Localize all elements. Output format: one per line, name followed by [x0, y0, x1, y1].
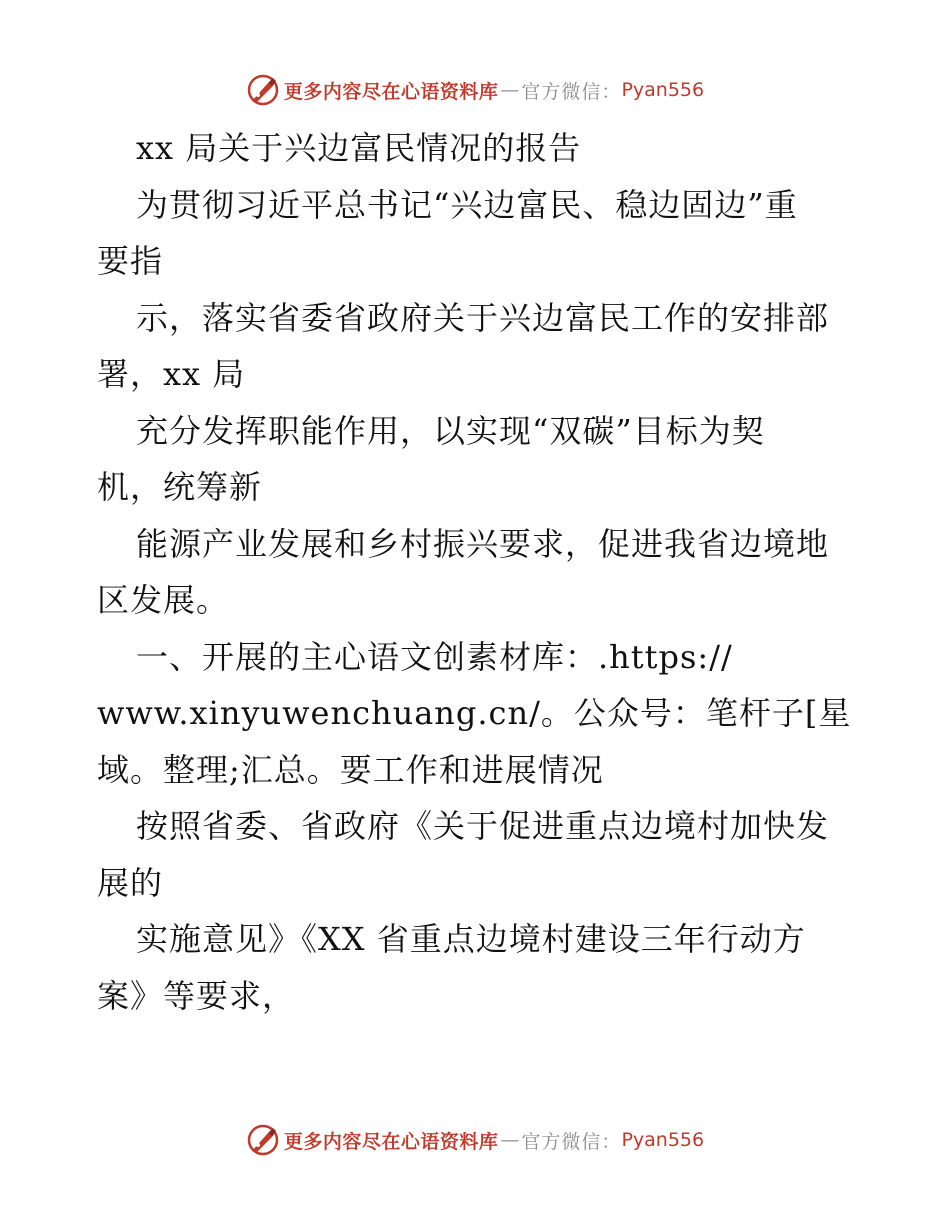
- paragraph-line: 域。整理;汇总。要工作和进展情况: [97, 750, 604, 789]
- header-banner: [0, 70, 950, 110]
- paragraph-line: 为贯彻习近平总书记“兴边富民、稳边固边”重: [136, 185, 798, 224]
- wechat-id: Pyan556: [621, 79, 705, 101]
- paragraph-line: 充分发挥职能作用，以实现“双碳”目标为契: [136, 411, 765, 450]
- pen-logo-icon: [246, 1123, 280, 1157]
- paragraph-line: 实施意见》《XX 省重点边境村建设三年行动方: [136, 920, 806, 958]
- paragraph-line: 案》等要求，: [97, 976, 296, 1015]
- footer-banner: [0, 1120, 950, 1160]
- paragraph-line: 区发展。: [97, 581, 230, 619]
- pen-logo-icon: [246, 73, 280, 107]
- wechat-label: 官方微信：: [521, 80, 622, 103]
- wechat-label: 官方微信：: [521, 1130, 622, 1153]
- paragraph-line: 署，xx 局: [97, 355, 246, 393]
- section-heading-line: 一、开展的主心语文创素材库：.https://: [136, 637, 733, 676]
- brand-name: 更多内容尽在心语资料库: [283, 1130, 499, 1153]
- paragraph-line: www.xinyuwenchuang.cn/。公众号：笔杆子[星: [97, 694, 852, 732]
- paragraph-line: 要指: [97, 242, 164, 280]
- document-body: [97, 120, 887, 1024]
- brand-name: 更多内容尽在心语资料库: [283, 80, 499, 103]
- paragraph-line: 机，统筹新: [97, 468, 263, 506]
- wechat-id: Pyan556: [621, 1129, 705, 1151]
- paragraph-line: 展的: [97, 863, 164, 902]
- paragraph-line: 按照省委、省政府《关于促进重点边境村加快发: [136, 807, 830, 845]
- banner-separator: —: [500, 79, 520, 101]
- banner-separator: —: [500, 1129, 520, 1151]
- document-title: xx 局关于兴边富民情况的报告: [136, 129, 582, 167]
- paragraph-line: 示，落实省委省政府关于兴边富民工作的安排部: [136, 298, 830, 337]
- paragraph-line: 能源产业发展和乡村振兴要求，促进我省边境地: [136, 524, 830, 563]
